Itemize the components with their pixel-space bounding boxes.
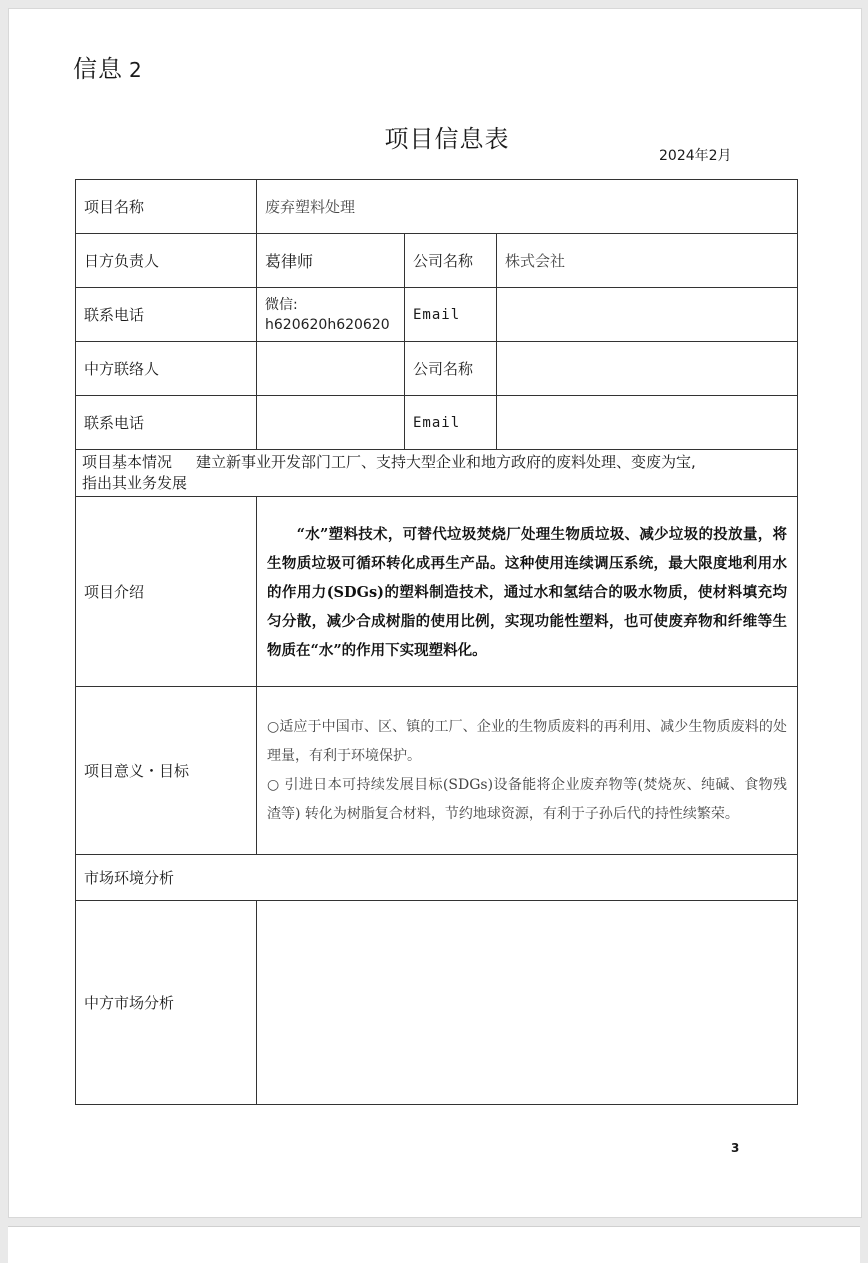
doc-label-number: 2 [129,58,143,82]
intro-value: “水”塑料技术，可替代垃圾焚烧厂处理生物质垃圾、减少垃圾的投放量，将生物质垃圾可循环转化成再生产品。这种使用连续调压系统，最大限度地利用水的作用力(SDGs)的塑料制造技术，通过水和氢结合的吸水物质，使材料填充均匀分散，减少合成树脂的使用比例，实现功能性塑料，也可使废弃物和纤维等生物质在“水”的作用下实现塑料化。 [257,497,798,687]
goals-value [257,687,798,855]
table-row [76,901,798,1105]
company-label-1: 公司名称 [405,234,497,288]
goals-paragraph-1: ○适应于中国市、区、镇的工厂、企业的生物质废料的再利用、减少生物质废料的处理量，有利于环境保护。 [267,718,787,764]
basic-info-value-line1: 建立新事业开发部门工厂、支持大型企业和地方政府的废料处理、变废为宝, [196,453,696,471]
table-row [76,855,798,901]
cn-contact-value [257,342,405,396]
cn-market-label: 中方市场分析 [76,901,257,1105]
project-name-label: 项目名称 [76,180,257,234]
basic-info-label: 项目基本情况 [82,453,173,471]
document-page [8,8,862,1218]
email-value-1 [497,288,798,342]
doc-label-text: 信息 [73,55,123,83]
wechat-label: 微信: [265,296,298,313]
table-row [76,687,798,855]
table-row [76,234,798,288]
company-label-2: 公司名称 [405,342,497,396]
jp-lead-label: 日方负责人 [76,234,257,288]
table-row [76,288,798,342]
table-row [76,450,798,497]
cn-contact-label: 中方联络人 [76,342,257,396]
wechat-value: h620620h620620 [265,316,390,333]
table-row [76,497,798,687]
document-date: 2024年2月 [659,148,732,164]
cn-market-value [257,901,798,1105]
email-value-2 [497,396,798,450]
page-title: 项目信息表 [384,125,510,153]
phone-label-2: 联系电话 [76,396,257,450]
table-row [76,180,798,234]
intro-label: 项目介绍 [76,497,257,687]
jp-lead-value: 葛律师 [257,234,405,288]
project-name-value: 废弃塑料处理 [257,180,798,234]
company-value-1: 株式会社 [497,234,798,288]
phone-value-2 [257,396,405,450]
table-row [76,342,798,396]
doc-label [73,49,143,84]
market-analysis-label: 市场环境分析 [76,855,798,901]
goals-label: 项目意义・目标 [76,687,257,855]
company-value-2 [497,342,798,396]
email-label-2: Email [405,396,497,450]
email-label-1: Email [405,288,497,342]
goals-paragraph-2: ○ 引进日本可持续发展目标(SDGs)设备能将企业废弃物等(焚烧灰、纯碱、食物残渣等) 转化为树脂复合材料，节约地球资源，有利于子孙后代的持性续繁荣。 [267,776,787,822]
basic-info-cell [76,450,798,497]
page-number: 3 [731,1141,740,1155]
next-page-edge [8,1226,860,1264]
project-info-table [75,179,798,1105]
basic-info-value-line2: 指出其业务发展 [82,474,188,492]
table-row [76,396,798,450]
phone-label-1: 联系电话 [76,288,257,342]
wechat-cell [257,288,405,342]
